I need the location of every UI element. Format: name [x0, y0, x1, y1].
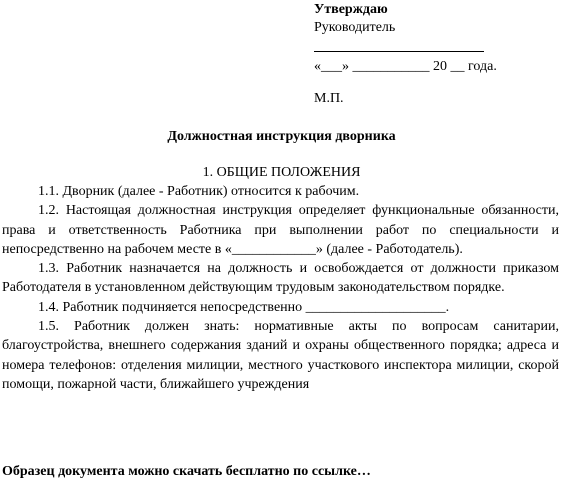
section-title: 1. ОБЩИЕ ПОЛОЖЕНИЯ [202, 165, 361, 180]
stamp-placeholder: М.П. [314, 91, 344, 106]
approval-date-line: «___» ___________ 20 __ года. [314, 59, 497, 74]
approver-role: Руководитель [314, 20, 396, 35]
approval-title: Утверждаю [314, 2, 388, 17]
paragraph-1-4: 1.4. Работник подчиняется непосредственно ____________________. [38, 299, 450, 315]
paragraph-1-5: 1.5. Работник должен знать: нормативные акты по вопросам санитарии, благоустройства, внешнего содержания зданий и охраны общественного порядка; адреса и номера телефонов: отделения милиции, местного участкового инспектора милиции, скорой помощи, пожарной части, ближайшего учреждения [2, 319, 559, 392]
paragraph-1-2: 1.2. Настоящая должностная инструкция определяет функциональные обязанности, права и ответственность Работника при выполнении работ по специальности и непосредственно на рабочем месте в «____________» (далее - Работодатель). [2, 203, 559, 257]
paragraph-1-1: 1.1. Дворник (далее - Работник) относится к рабочим. [38, 184, 360, 199]
download-link[interactable]: Образец документа можно скачать бесплатно по ссылке… [2, 464, 371, 479]
document-title: Должностная инструкция дворника [167, 129, 396, 144]
document-body [2, 182, 559, 394]
paragraph-1-3: 1.3. Работник назначается на должность и освобождается от должности приказом Работодателя в установленном действующим трудовым законодательством порядке. [2, 261, 559, 296]
signature-line [314, 51, 484, 52]
